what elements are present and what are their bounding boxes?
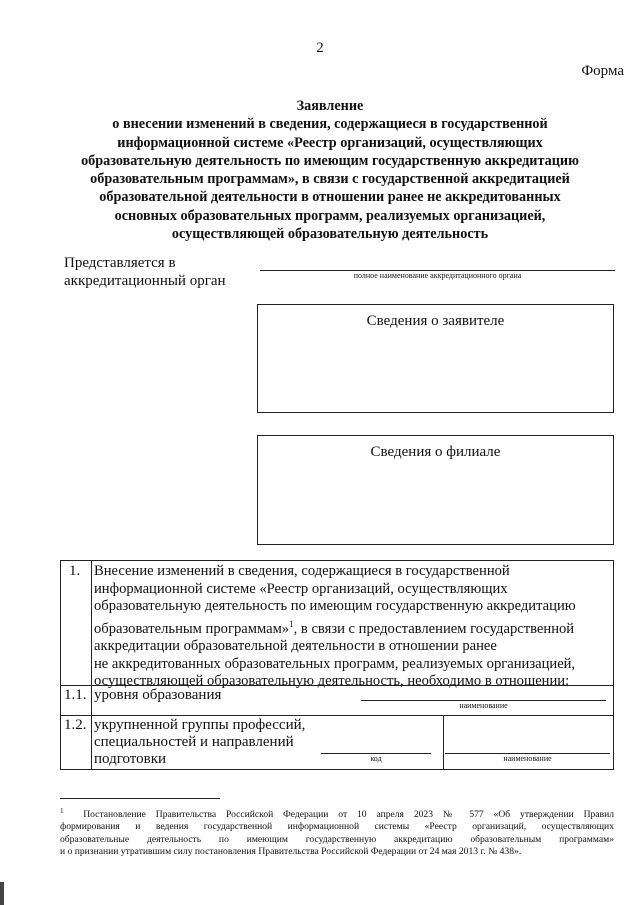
row-1-2-code-caption: код [370, 754, 382, 763]
scan-edge-mark [0, 882, 4, 905]
document-title [60, 97, 600, 243]
footnote-line: и о признании утратившим силу постановления Правительства Российской Федерации от 24 мая 2013 г. № 438». [60, 845, 522, 857]
applicant-box-title: Сведения о заявителе [366, 313, 505, 329]
table-divider [61, 715, 613, 716]
row-1-number: 1. [69, 563, 81, 579]
changes-table [60, 560, 614, 770]
title-line: осуществляющей образовательную деятельность [171, 226, 489, 243]
row-1-2-line: укрупненной группы профессий, [94, 717, 306, 733]
row-1-line: информационной системе «Реестр организаций, осуществляющих [94, 580, 508, 597]
row-1-line [94, 616, 576, 638]
row-1-2-line: специальностей и направлений [94, 734, 294, 750]
row-1-line4-head: образовательным программам» [94, 620, 290, 637]
title-line: информационной системе «Реестр организаций, осуществляющих [117, 134, 543, 151]
footnote-line-text: Постановление Правительства Российской Федерации от 10 апреля 2023 № 577 «Об утверждении Правил [83, 809, 615, 821]
row-1-line: не аккредитованных образовательных программ, реализуемых организацией, [94, 655, 576, 672]
footnote-separator [60, 798, 220, 799]
title-line: основных образовательных программ, реализуемых организацией, [114, 207, 546, 224]
row-1-line: осуществляющей образовательную деятельность, необходимо в отношении: [94, 673, 570, 690]
title-line: образовательной деятельности в отношении ранее не аккредитованных [99, 189, 561, 206]
row-1-line: Внесение изменений в сведения, содержащиеся в государственной [94, 563, 510, 579]
row-1-1-caption: наименование [459, 701, 508, 710]
form-label: Форма [581, 63, 624, 79]
row-1-2-number: 1.2. [64, 717, 87, 733]
footnote-marker: 1 [60, 807, 64, 815]
footnote-line: формирования и ведения государственной информационной системы «Реестр организаций, осуществляющих [60, 821, 614, 833]
table-divider [443, 715, 444, 769]
branch-info-box[interactable] [257, 435, 614, 545]
submitted-to-label [64, 254, 226, 290]
row-1-text [94, 563, 576, 691]
row-1-line: образовательную деятельность по имеющим государственную аккредитацию [94, 598, 576, 615]
row-1-2-text [94, 717, 305, 768]
row-1-2-name-caption: наименование [503, 754, 552, 763]
submitted-line: аккредитационный орган [64, 273, 226, 289]
page-number: 2 [316, 40, 324, 56]
title-line: о внесении изменений в сведения, содержащиеся в государственной [112, 116, 548, 133]
branch-box-title: Сведения о филиале [370, 444, 501, 460]
footnote-line: образовательные деятельность по имеющим государственную аккредитацию образовательным программам» [60, 833, 614, 845]
footnote-line [60, 805, 614, 821]
row-1-1-text: уровня образования [94, 687, 222, 703]
title-line: Заявление [296, 98, 364, 114]
row-1-1-number: 1.1. [64, 687, 87, 703]
row-1-2-line: подготовки [94, 751, 167, 767]
table-divider [91, 561, 92, 769]
title-line: образовательную деятельность по имеющим государственную аккредитацию [81, 152, 579, 169]
applicant-info-box[interactable] [257, 304, 614, 413]
row-1-line4-tail: , в связи с предоставлением государственной [293, 620, 575, 637]
footnote-ref[interactable]: 1 [289, 618, 294, 629]
organ-name-caption: полное наименование аккредитационного органа [353, 271, 522, 280]
title-line: образовательным программам», в связи с государственной аккредитацией [90, 171, 570, 188]
submitted-line: Представляется в [64, 255, 176, 271]
footnote [60, 805, 614, 858]
row-1-line: аккредитации образовательной деятельности в отношении ранее [94, 638, 497, 655]
